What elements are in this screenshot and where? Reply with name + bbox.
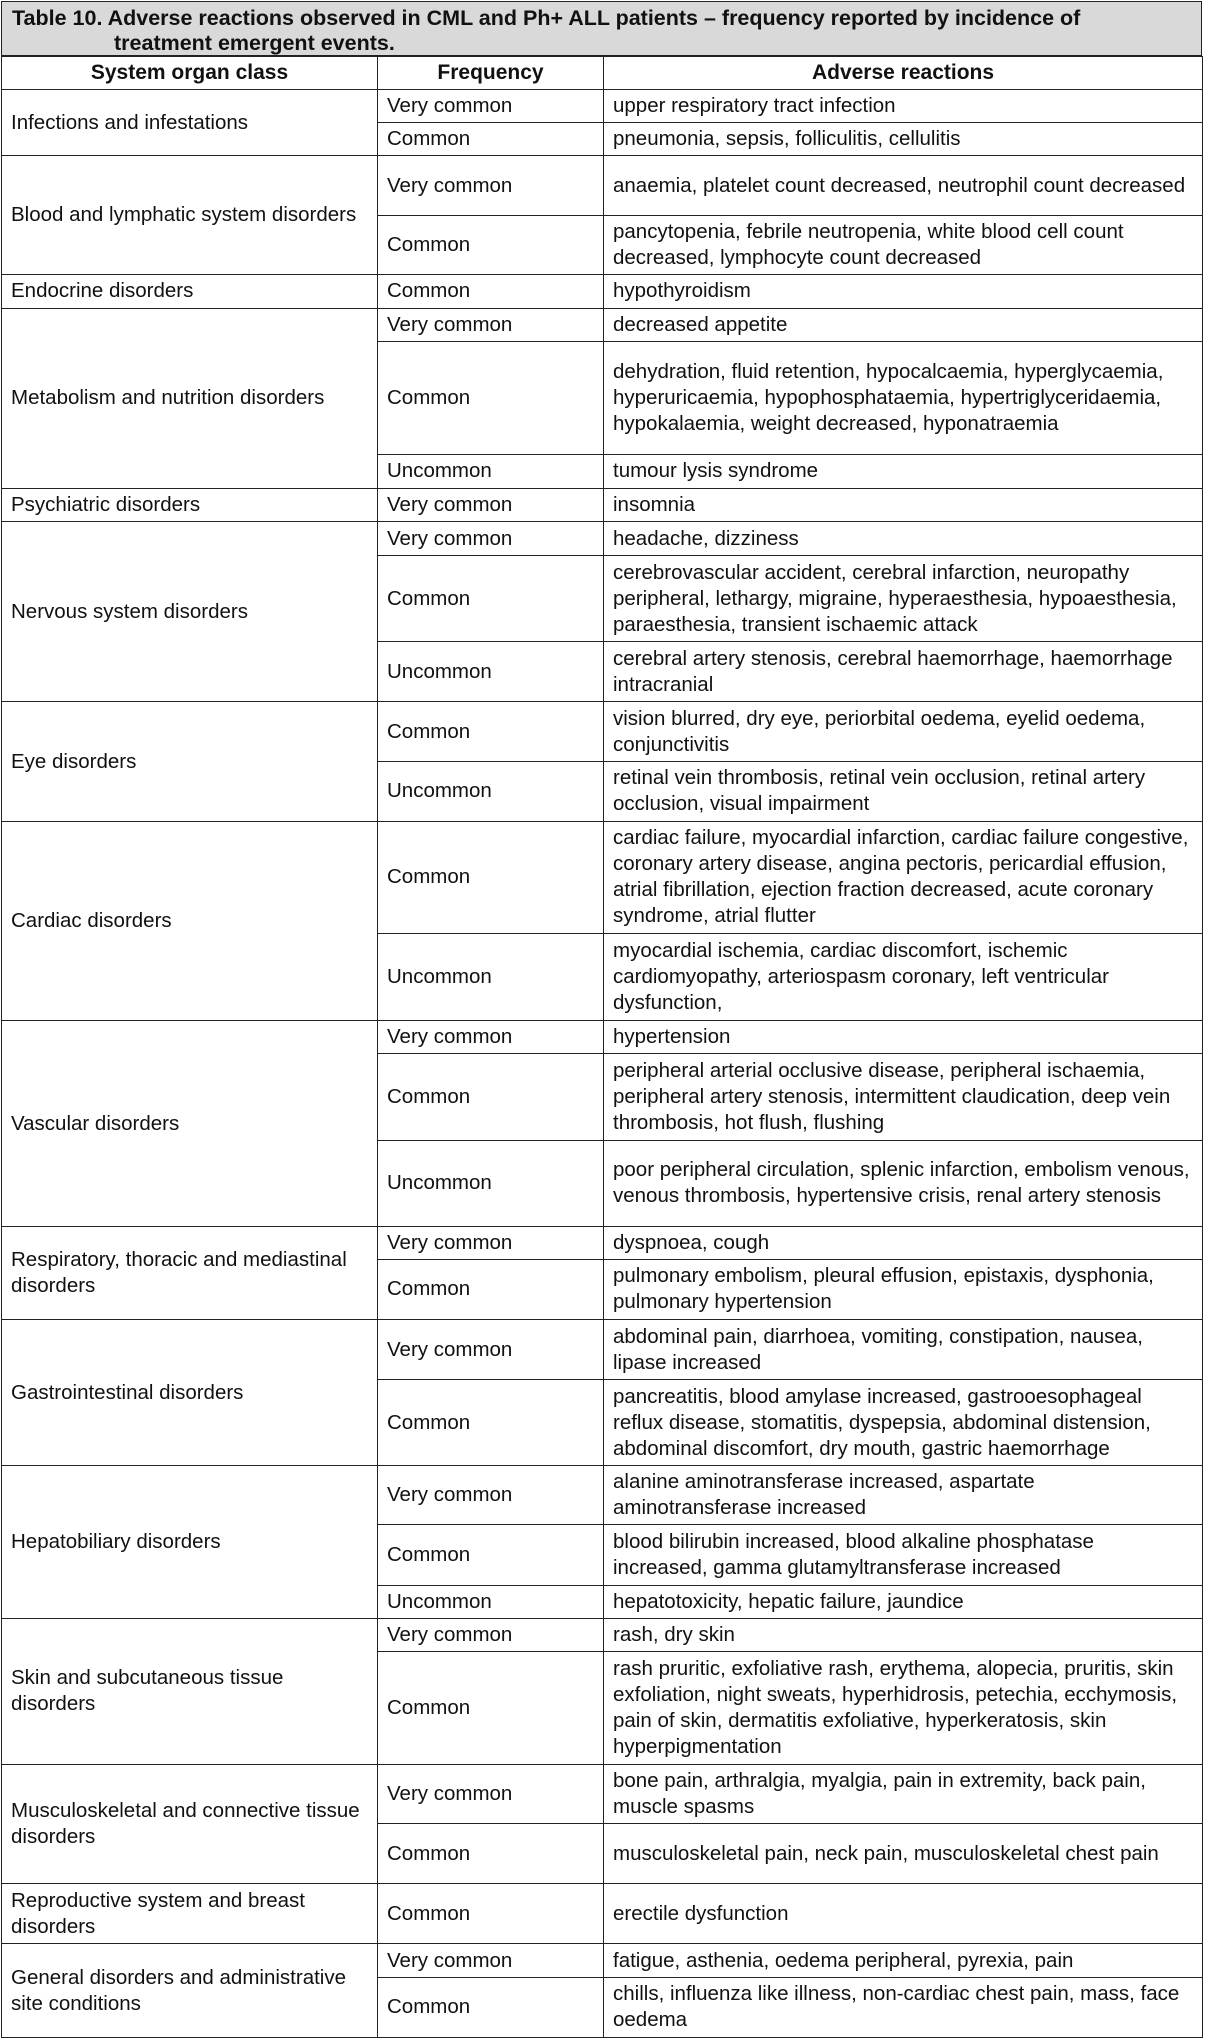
table-row xyxy=(2,308,1203,341)
table-row xyxy=(2,1226,1203,1259)
system-organ-class-cell: Endocrine disorders xyxy=(2,275,378,308)
header-adverse-reactions: Adverse reactions xyxy=(604,57,1203,90)
system-organ-class-cell: Vascular disorders xyxy=(2,1021,378,1227)
frequency-cell: Uncommon xyxy=(378,761,604,821)
adverse-reactions-cell: musculoskeletal pain, neck pain, musculoskeletal chest pain xyxy=(604,1824,1203,1884)
adverse-reactions-cell: pulmonary embolism, pleural effusion, epistaxis, dysphonia, pulmonary hypertension xyxy=(604,1259,1203,1319)
frequency-cell: Very common xyxy=(378,1466,604,1525)
frequency-cell: Common xyxy=(378,1259,604,1319)
frequency-cell: Very common xyxy=(378,308,604,341)
frequency-cell: Common xyxy=(378,216,604,275)
adverse-reactions-cell: myocardial ischemia, cardiac discomfort, ischemic cardiomyopathy, arteriospasm coronary, left ventricular dysfunction, xyxy=(604,934,1203,1021)
table-row xyxy=(2,488,1203,521)
system-organ-class-cell: General disorders and administrative site conditions xyxy=(2,1944,378,2038)
frequency-cell: Very common xyxy=(378,1021,604,1054)
adverse-reactions-cell: abdominal pain, diarrhoea, vomiting, constipation, nausea, lipase increased xyxy=(604,1319,1203,1379)
adverse-reactions-cell: pancreatitis, blood amylase increased, gastrooesophageal reflux disease, stomatitis, dyspepsia, abdominal distension, abdominal discomfort, dry mouth, gastric haemorrhage xyxy=(604,1380,1203,1466)
adverse-reactions-cell: upper respiratory tract infection xyxy=(604,90,1203,123)
frequency-cell: Common xyxy=(378,275,604,308)
caption-line-1: Table 10. Adverse reactions observed in CML and Ph+ ALL patients – frequency reported by incidence of xyxy=(12,6,1081,30)
frequency-cell: Very common xyxy=(378,522,604,556)
frequency-cell: Uncommon xyxy=(378,454,604,488)
frequency-cell: Common xyxy=(378,123,604,156)
system-organ-class-cell: Infections and infestations xyxy=(2,90,378,156)
table-row xyxy=(2,1944,1203,1977)
system-organ-class-cell: Nervous system disorders xyxy=(2,522,378,702)
table-row xyxy=(2,522,1203,556)
system-organ-class-cell: Skin and subcutaneous tissue disorders xyxy=(2,1618,378,1764)
adverse-reactions-cell: hypothyroidism xyxy=(604,275,1203,308)
frequency-cell: Very common xyxy=(378,1618,604,1651)
table-row xyxy=(2,1884,1203,1944)
system-organ-class-cell: Cardiac disorders xyxy=(2,821,378,1021)
frequency-cell: Common xyxy=(378,1884,604,1944)
adverse-reactions-cell: chills, influenza like illness, non-cardiac chest pain, mass, face oedema xyxy=(604,1977,1203,2037)
adverse-reactions-cell: pancytopenia, febrile neutropenia, white blood cell count decreased, lymphocyte count decreased xyxy=(604,216,1203,275)
frequency-cell: Uncommon xyxy=(378,1585,604,1618)
table-row xyxy=(2,702,1203,761)
frequency-cell: Uncommon xyxy=(378,1140,604,1226)
frequency-cell: Very common xyxy=(378,90,604,123)
adverse-reactions-cell: cerebrovascular accident, cerebral infarction, neuropathy peripheral, lethargy, migraine, hyperaesthesia, hypoaesthesia, paraesthesia, transient ischaemic attack xyxy=(604,556,1203,642)
frequency-cell: Common xyxy=(378,1525,604,1585)
adverse-reactions-cell: hepatotoxicity, hepatic failure, jaundice xyxy=(604,1585,1203,1618)
adverse-reactions-cell: peripheral arterial occlusive disease, peripheral ischaemia, peripheral artery stenosis, intermittent claudication, deep vein thrombosis, hot flush, flushing xyxy=(604,1054,1203,1140)
caption-line-2: treatment emergent events. xyxy=(114,31,395,55)
frequency-cell: Common xyxy=(378,821,604,933)
adverse-reactions-cell: cerebral artery stenosis, cerebral haemorrhage, haemorrhage intracranial xyxy=(604,642,1203,702)
table-row xyxy=(2,1319,1203,1379)
system-organ-class-cell: Gastrointestinal disorders xyxy=(2,1319,378,1465)
frequency-cell: Very common xyxy=(378,488,604,521)
system-organ-class-cell: Eye disorders xyxy=(2,702,378,821)
adverse-reactions-cell: dehydration, fluid retention, hypocalcaemia, hyperglycaemia, hyperuricaemia, hypophosphataemia, hypertriglyceridaemia, hypokalaemia, weight decreased, hyponatraemia xyxy=(604,341,1203,454)
frequency-cell: Uncommon xyxy=(378,934,604,1021)
adverse-reactions-cell: poor peripheral circulation, splenic infarction, embolism venous, venous thrombosis, hypertensive crisis, renal artery stenosis xyxy=(604,1140,1203,1226)
adverse-reactions-cell: anaemia, platelet count decreased, neutrophil count decreased xyxy=(604,156,1203,216)
adverse-reactions-cell: retinal vein thrombosis, retinal vein occlusion, retinal artery occlusion, visual impairment xyxy=(604,761,1203,821)
frequency-cell: Very common xyxy=(378,1765,604,1824)
frequency-cell: Very common xyxy=(378,1226,604,1259)
system-organ-class-cell: Reproductive system and breast disorders xyxy=(2,1884,378,1944)
frequency-cell: Common xyxy=(378,556,604,642)
adverse-reactions-cell: headache, dizziness xyxy=(604,522,1203,556)
frequency-cell: Uncommon xyxy=(378,642,604,702)
frequency-cell: Common xyxy=(378,1824,604,1884)
adverse-reactions-cell: tumour lysis syndrome xyxy=(604,454,1203,488)
adverse-reactions-cell: pneumonia, sepsis, folliculitis, cellulitis xyxy=(604,123,1203,156)
frequency-cell: Common xyxy=(378,1054,604,1140)
table-caption xyxy=(1,1,1202,56)
adverse-reactions-cell: vision blurred, dry eye, periorbital oedema, eyelid oedema, conjunctivitis xyxy=(604,702,1203,761)
frequency-cell: Common xyxy=(378,1380,604,1466)
adverse-reactions-cell: rash, dry skin xyxy=(604,1618,1203,1651)
system-organ-class-cell: Hepatobiliary disorders xyxy=(2,1466,378,1618)
adverse-reactions-cell: alanine aminotransferase increased, aspartate aminotransferase increased xyxy=(604,1466,1203,1525)
frequency-cell: Common xyxy=(378,341,604,454)
header-system-organ-class: System organ class xyxy=(2,57,378,90)
table-row xyxy=(2,1618,1203,1651)
table-row xyxy=(2,156,1203,216)
table-row xyxy=(2,1466,1203,1525)
frequency-cell: Very common xyxy=(378,1944,604,1977)
frequency-cell: Common xyxy=(378,1651,604,1764)
frequency-cell: Common xyxy=(378,702,604,761)
table-row xyxy=(2,275,1203,308)
adverse-reactions-cell: cardiac failure, myocardial infarction, cardiac failure congestive, coronary artery disease, angina pectoris, pericardial effusion, atrial fibrillation, ejection fraction decreased, acute coronary syndrome, atrial flutter xyxy=(604,821,1203,933)
header-row xyxy=(2,57,1203,90)
header-frequency: Frequency xyxy=(378,57,604,90)
adverse-reactions-cell: insomnia xyxy=(604,488,1203,521)
adverse-reactions-cell: dyspnoea, cough xyxy=(604,1226,1203,1259)
table-row xyxy=(2,1021,1203,1054)
adverse-reactions-cell: erectile dysfunction xyxy=(604,1884,1203,1944)
system-organ-class-cell: Metabolism and nutrition disorders xyxy=(2,308,378,488)
adverse-reactions-table xyxy=(1,56,1203,2038)
table-row xyxy=(2,90,1203,123)
adverse-reactions-cell: hypertension xyxy=(604,1021,1203,1054)
adverse-reactions-cell: bone pain, arthralgia, myalgia, pain in extremity, back pain, muscle spasms xyxy=(604,1765,1203,1824)
frequency-cell: Very common xyxy=(378,156,604,216)
adverse-reactions-cell: blood bilirubin increased, blood alkaline phosphatase increased, gamma glutamyltransferase increased xyxy=(604,1525,1203,1585)
table-header xyxy=(2,57,1203,90)
adverse-reactions-cell: rash pruritic, exfoliative rash, erythema, alopecia, pruritis, skin exfoliation, night sweats, hyperhidrosis, petechia, ecchymosis, pain of skin, dermatitis exfoliative, hyperkeratosis, skin hyperpigmentation xyxy=(604,1651,1203,1764)
table-row xyxy=(2,821,1203,933)
frequency-cell: Common xyxy=(378,1977,604,2037)
table-body xyxy=(2,90,1203,2038)
frequency-cell: Very common xyxy=(378,1319,604,1379)
system-organ-class-cell: Blood and lymphatic system disorders xyxy=(2,156,378,275)
table-row xyxy=(2,1765,1203,1824)
system-organ-class-cell: Psychiatric disorders xyxy=(2,488,378,521)
adverse-reactions-cell: decreased appetite xyxy=(604,308,1203,341)
system-organ-class-cell: Musculoskeletal and connective tissue disorders xyxy=(2,1765,378,1884)
system-organ-class-cell: Respiratory, thoracic and mediastinal disorders xyxy=(2,1226,378,1319)
adverse-reactions-cell: fatigue, asthenia, oedema peripheral, pyrexia, pain xyxy=(604,1944,1203,1977)
